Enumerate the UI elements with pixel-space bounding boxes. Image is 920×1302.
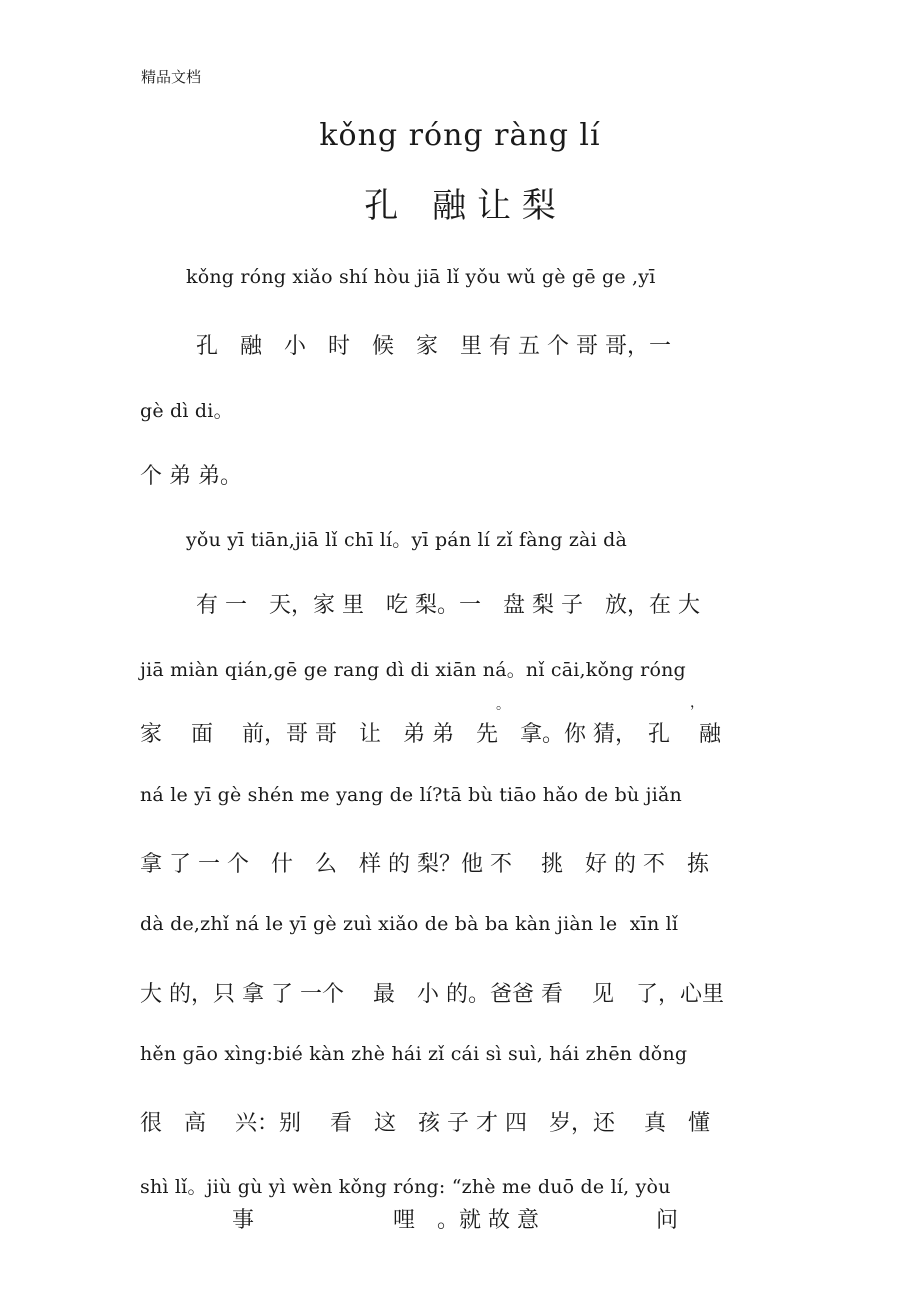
stray-comma-mark: ，	[690, 695, 704, 711]
pinyin-line: ná le yī gè shén me yang de lí?tā bù tiāo hǎo de bù jiǎn	[140, 784, 682, 806]
pinyin-line: hěn gāo xìng:bié kàn zhè hái zǐ cái sì suì, hái zhēn dǒng	[140, 1043, 688, 1065]
hanzi-line: 事 哩 。就 故 意 问	[232, 1208, 678, 1233]
hanzi-line: 有 一 天，家 里 吃 梨。一 盘 梨 子 放，在 大	[196, 593, 700, 618]
document-header: 精品文档	[141, 68, 202, 86]
hanzi-line: 孔 融 小 时 候 家 里 有 五 个 哥 哥，一	[196, 334, 671, 359]
pinyin-line: shì lǐ。jiù gù yì wèn kǒng róng: “zhè me duō de lí, yòu	[140, 1176, 671, 1198]
pinyin-line: kǒng róng xiǎo shí hòu jiā lǐ yǒu wǔ gè gē ge ,yī	[186, 266, 656, 288]
hanzi-line: 很 高 兴：别 看 这 孩 子 才 四 岁，还 真 懂	[140, 1111, 710, 1136]
title-hanzi: 孔 融 让 梨	[364, 186, 556, 226]
pinyin-line: yǒu yī tiān,jiā lǐ chī lí。yī pán lí zǐ fàng zài dà	[186, 529, 627, 551]
hanzi-line: 家 面 前，哥 哥 让 弟 弟 先 拿。你 猜， 孔 融	[140, 722, 721, 747]
hanzi-line: 拿 了 一 个 什 么 样 的 梨？他 不 挑 好 的 不 拣	[140, 852, 709, 877]
pinyin-line: jiā miàn qián,gē ge rang dì di xiān ná。nǐ cāi,kǒng róng	[140, 659, 686, 681]
title-pinyin: kǒng róng ràng lí	[319, 118, 601, 153]
stray-period-mark: 。	[496, 697, 510, 713]
hanzi-line: 大 的，只 拿 了 一个 最 小 的。爸爸 看 见 了，心里	[140, 982, 724, 1007]
pinyin-line: dà de,zhǐ ná le yī gè zuì xiǎo de bà ba kàn jiàn le xīn lǐ	[140, 913, 679, 935]
pinyin-line: gè dì di。	[140, 400, 233, 422]
hanzi-line: 个 弟 弟。	[140, 464, 242, 489]
